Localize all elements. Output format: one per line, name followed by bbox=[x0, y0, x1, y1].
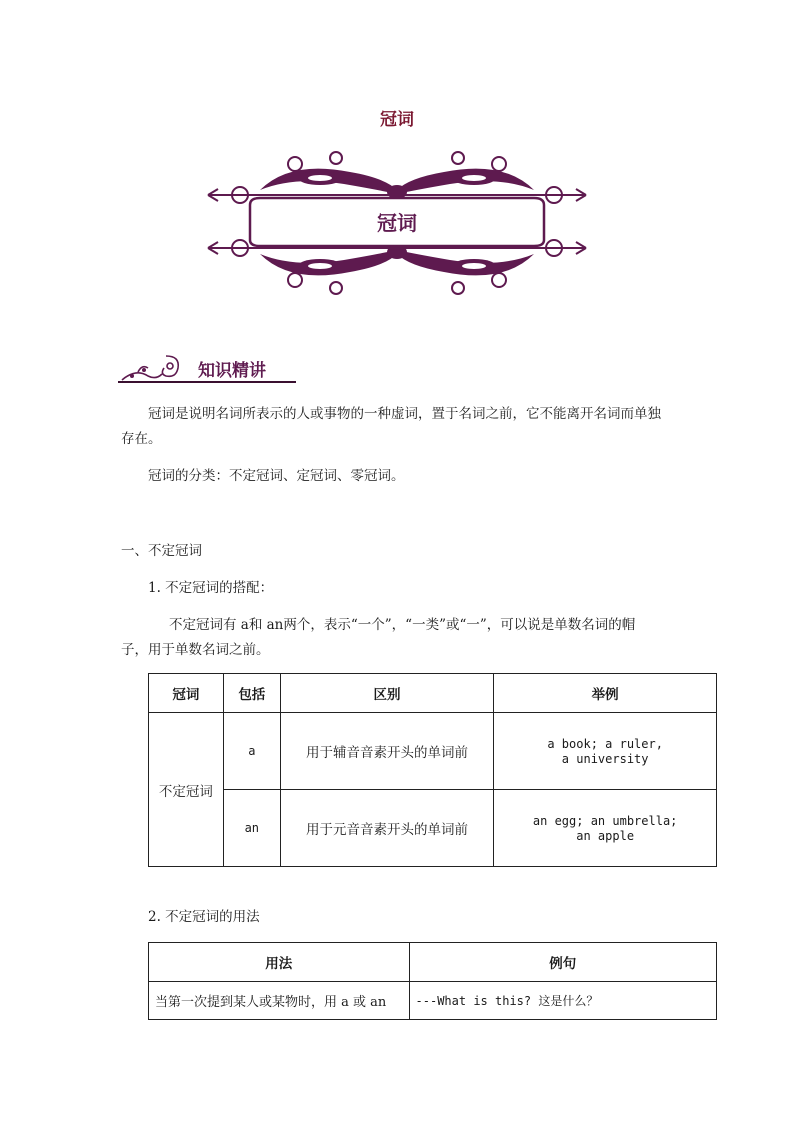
table-row bbox=[149, 790, 717, 867]
part1-heading: 一、不定冠词 bbox=[121, 543, 202, 559]
table-row bbox=[149, 713, 717, 790]
usage-table bbox=[148, 942, 717, 1020]
header-cell: 例句 bbox=[409, 943, 716, 982]
intro-paragraph-line2: 存在。 bbox=[121, 431, 162, 447]
example-line: a university bbox=[561, 752, 649, 766]
indefinite-article-table bbox=[148, 673, 717, 867]
flourish-icon bbox=[118, 350, 188, 384]
example-cell bbox=[494, 713, 717, 790]
include-cell: an bbox=[223, 790, 280, 867]
example-sentence-cell: ---What is this? 这是什么？ bbox=[409, 982, 716, 1020]
section-title: 知识精讲 bbox=[198, 361, 266, 381]
example-cell bbox=[494, 790, 717, 867]
include-cell: a bbox=[223, 713, 280, 790]
group-label-cell: 不定冠词 bbox=[149, 713, 224, 867]
table-row bbox=[149, 982, 717, 1020]
diff-cell: 用于辅音音素开头的单词前 bbox=[280, 713, 494, 790]
sub1-heading: 1. 不定冠词的搭配： bbox=[148, 580, 274, 596]
sub2-heading: 2. 不定冠词的用法 bbox=[148, 909, 260, 925]
table-header-row bbox=[149, 674, 717, 713]
intro-paragraph-line1: 冠词是说明名词所表示的人或事物的一种虚词，置于名词之前，它不能离开名词而单独 bbox=[148, 406, 661, 422]
sub1-paragraph-line2: 子，用于单数名词之前。 bbox=[121, 642, 270, 658]
header-cell: 区别 bbox=[280, 674, 494, 713]
section-underline bbox=[118, 381, 296, 383]
banner-text: 冠词 bbox=[377, 211, 417, 235]
ornament-frame-icon bbox=[200, 150, 594, 300]
header-cell: 包括 bbox=[223, 674, 280, 713]
example-line: an apple bbox=[576, 829, 635, 843]
classification-paragraph: 冠词的分类：不定冠词、定冠词、零冠词。 bbox=[148, 468, 405, 484]
sub1-paragraph-line1: 不定冠词有 a和 an两个，表示“一个”，“一类”或“一”，可以说是单数名词的帽 bbox=[169, 617, 636, 633]
header-cell: 举例 bbox=[494, 674, 717, 713]
table-header-row bbox=[149, 943, 717, 982]
example-line: a book; a ruler, bbox=[547, 737, 663, 751]
title-banner bbox=[200, 150, 594, 300]
section-heading bbox=[118, 350, 298, 386]
header-cell: 用法 bbox=[149, 943, 410, 982]
document-title: 冠词 bbox=[380, 110, 414, 130]
example-line: an egg; an umbrella; bbox=[532, 814, 678, 828]
diff-cell: 用于元音音素开头的单词前 bbox=[280, 790, 494, 867]
header-cell: 冠词 bbox=[149, 674, 224, 713]
usage-cell: 当第一次提到某人或某物时，用 a 或 an bbox=[149, 982, 410, 1020]
